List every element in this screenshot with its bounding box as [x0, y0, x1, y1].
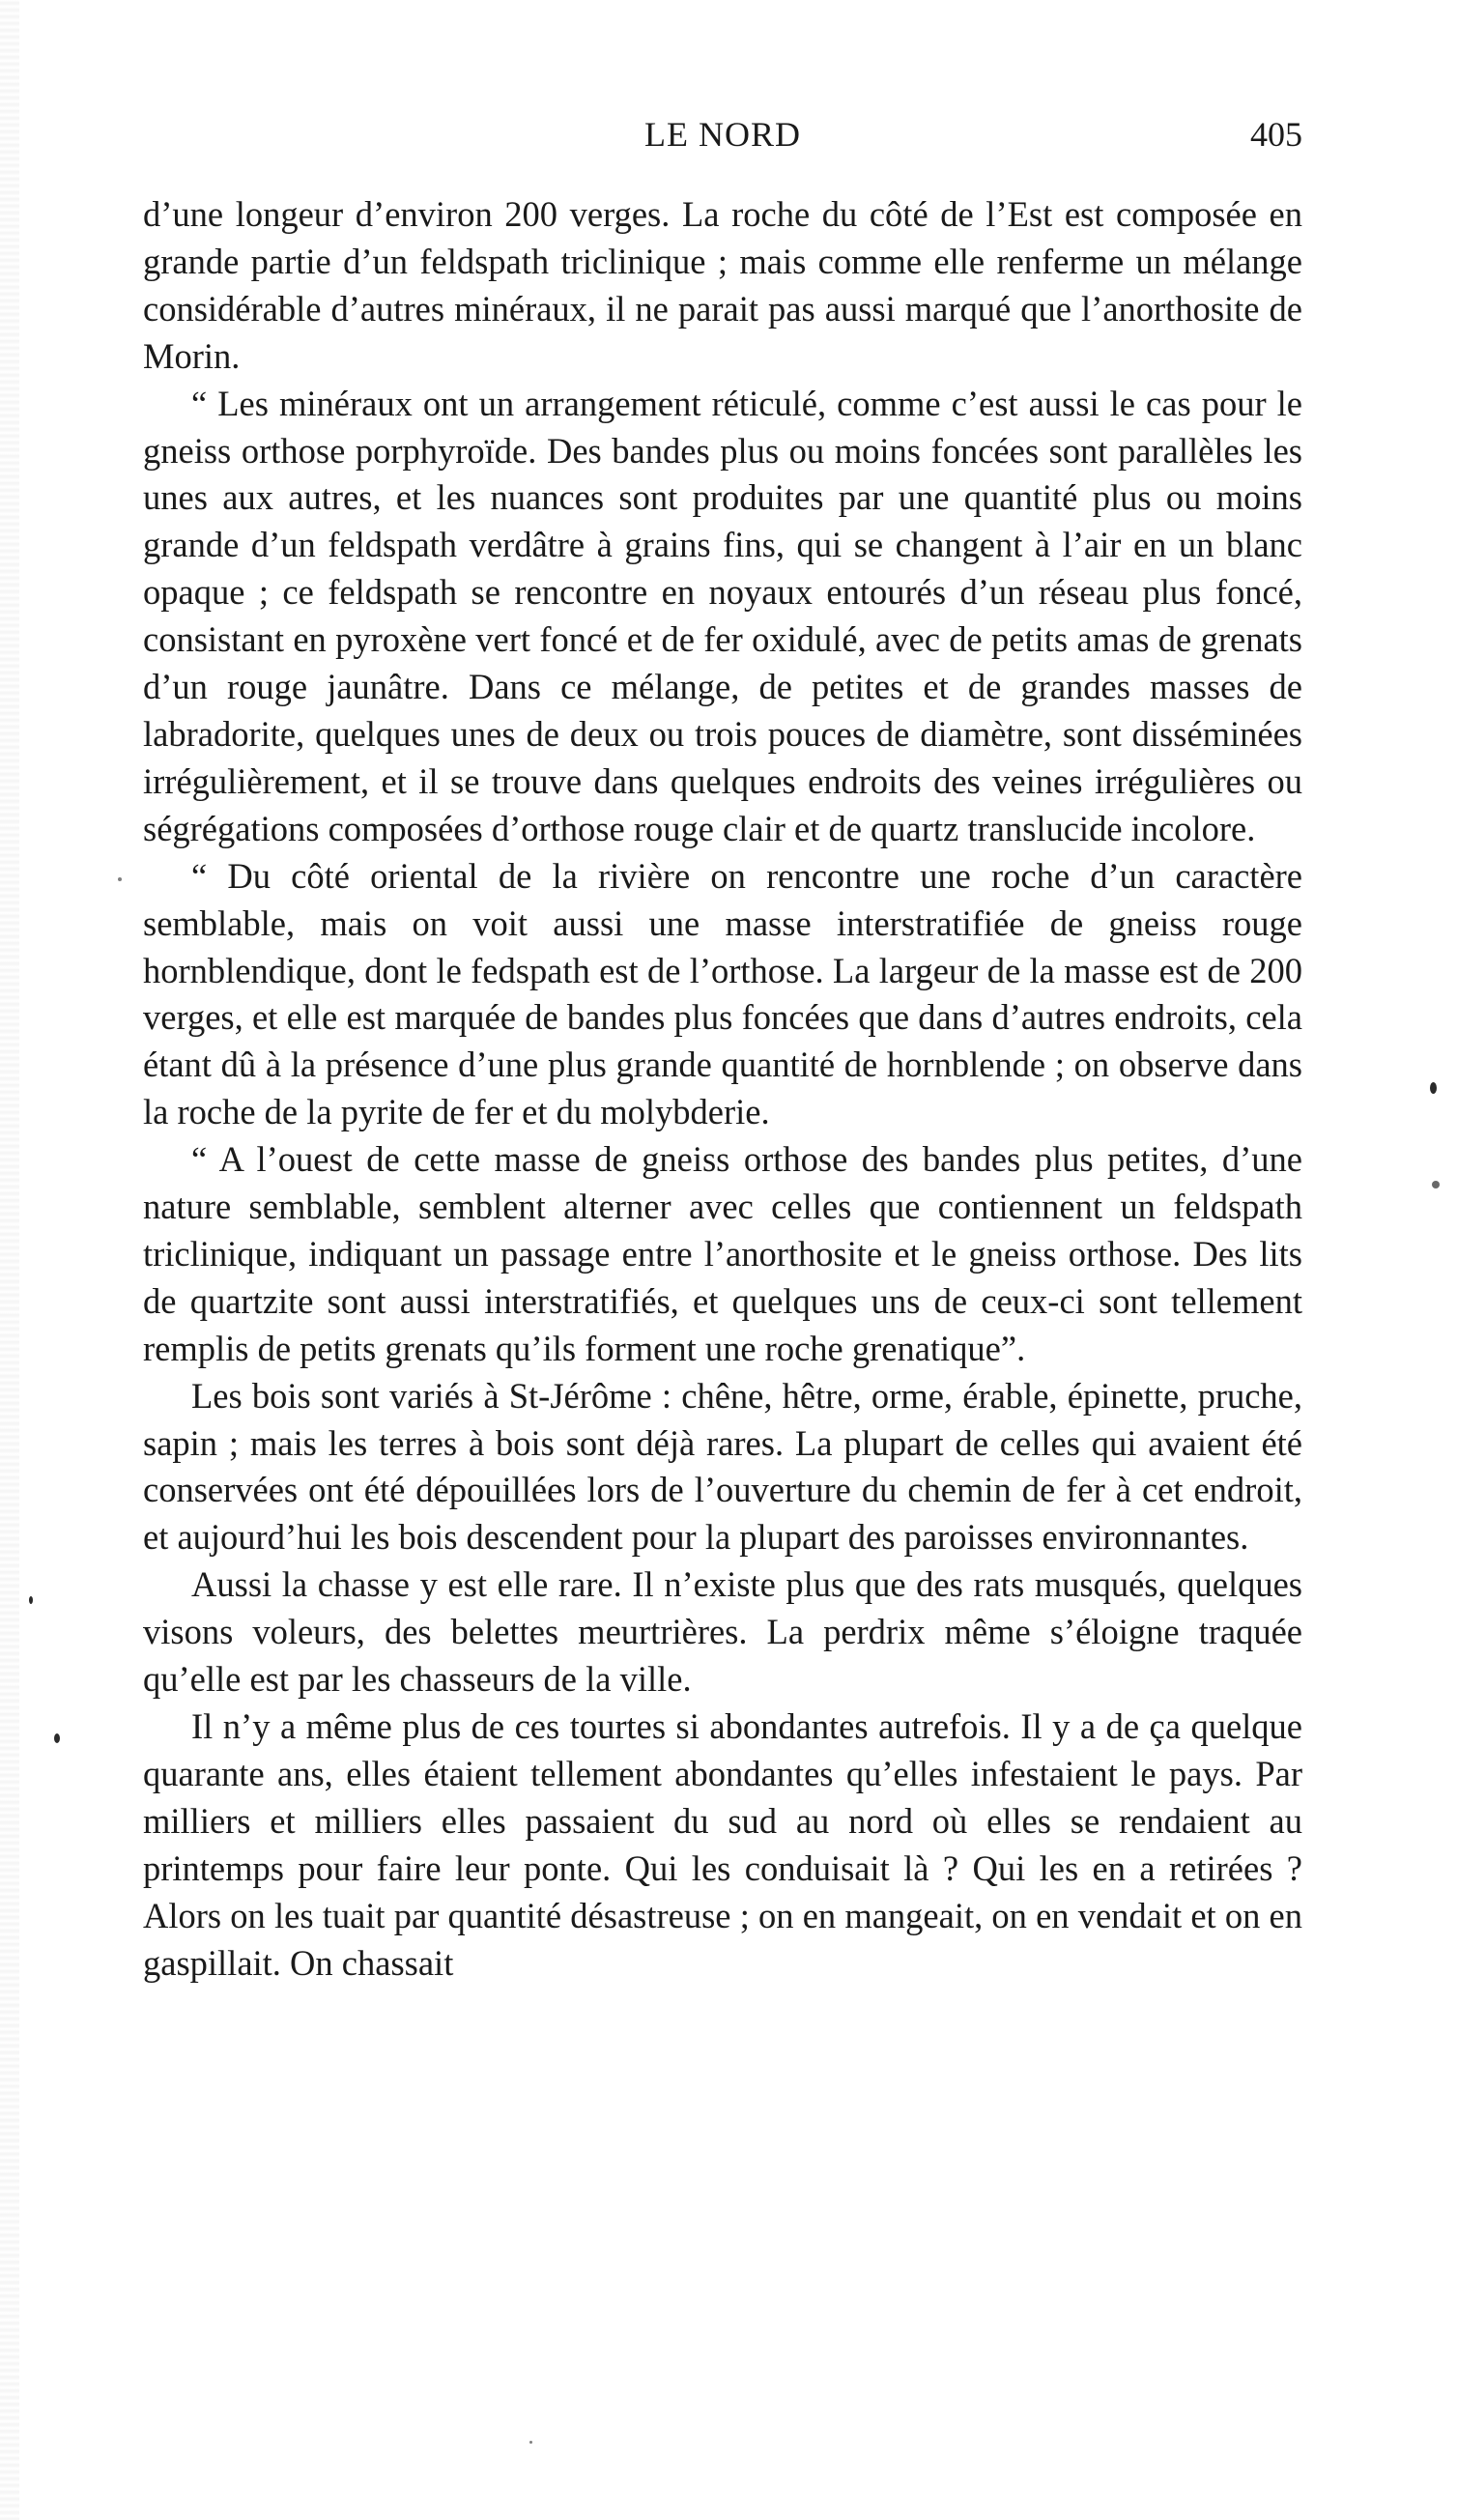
page-number: 405: [1250, 115, 1302, 154]
scan-edge-noise: [0, 0, 19, 2520]
paragraph-4: “ A l’ouest de cette masse de gneiss orthose des bandes plus petites, d’une nature semblable, semblent alterner avec celles que contiennent un feldspath triclinique, indiquant un passage entre l’anorthosite et le gneiss orthose. Des lits de quartzite sont aussi interstratifiés, et quelques uns de ceux-ci sont tellement remplis de petits grenats qu’ils forment une roche grenatique”.: [143, 1139, 1302, 1368]
paragraph-5: Les bois sont variés à St-Jérôme : chêne, hêtre, orme, érable, épinette, pruche, sapin ; mais les terres à bois sont déjà rares. La plupart de celles qui avaient été conservées ont été dépouillées lors de l’ouverture du chemin de fer à cet endroit, et aujourd’hui les bois descendent pour la plupart des paroisses environnantes.: [143, 1375, 1302, 1558]
paragraph-6: Aussi la chasse y est elle rare. Il n’existe plus que des rats musqués, quelques visons voleurs, des belettes meurtrières. La perdrix même s’éloigne traquée qu’elle est par les chasseurs de la ville.: [143, 1564, 1302, 1700]
scan-speck: [54, 1733, 60, 1743]
paragraph-3: “ Du côté oriental de la rivière on rencontre une roche d’un caractère semblable, mais on voit aussi une masse interstratifiée de gneiss rouge hornblendique, dont le fedspath est de l’orthose. La largeur de la masse est de 200 verges, et elle est marquée de bandes plus foncées que dans d’autres endroits, cela étant dû à la présence d’une plus grande quantité de hornblende ; on observe dans la roche de la pyrite de fer et du molybderie.: [143, 855, 1302, 1132]
running-title: LE NORD: [644, 115, 801, 154]
scan-speck: [1432, 1181, 1440, 1188]
page-header: [143, 114, 1302, 172]
scan-speck: [29, 1596, 33, 1604]
body-text: [143, 191, 1302, 1987]
scan-speck: [1430, 1082, 1437, 1094]
paragraph-7: Il n’y a même plus de ces tourtes si abondantes autrefois. Il y a de ça quelque quarante ans, elles étaient tellement abondantes qu’elles infestaient le pays. Par milliers et milliers elles passaient du sud au nord où elles se rendaient au printemps pour faire leur ponte. Qui les conduisait là ? Qui les en a retirées ? Alors on les tuait par quantité désastreuse ; on en mangeait, on en vendait et on en gaspillait. On chassait: [143, 1706, 1302, 1983]
scan-speck: [118, 877, 122, 881]
paragraph-2: “ Les minéraux ont un arrangement réticulé, comme c’est aussi le cas pour le gneiss orthose porphyroïde. Des bandes plus ou moins foncées sont parallèles les unes aux autres, et les nuances sont produites par une quantité plus ou moins grande d’un feldspath verdâtre à grains fins, qui se changent à l’air en un blanc opaque ; ce feldspath se rencontre en noyaux entourés d’un réseau plus foncé, consistant en pyroxène vert foncé et de fer oxidulé, avec de petits amas de grenats d’un rouge jaunâtre. Dans ce mélange, de petites et de grandes masses de labradorite, quelques unes de deux ou trois pouces de diamètre, sont disséminées irrégulièrement, et il se trouve dans quelques endroits des veines irrégulières ou ségrégations composées d’orthose rouge clair et de quartz translucide incolore.: [143, 383, 1302, 848]
scan-speck: [529, 2441, 532, 2444]
paragraph-1: d’une longeur d’environ 200 verges. La roche du côté de l’Est est composée en grande partie d’un feldspath triclinique ; mais comme elle renferme un mélange considérable d’autres minéraux, il ne parait pas aussi marqué que l’anorthosite de Morin.: [143, 194, 1302, 376]
